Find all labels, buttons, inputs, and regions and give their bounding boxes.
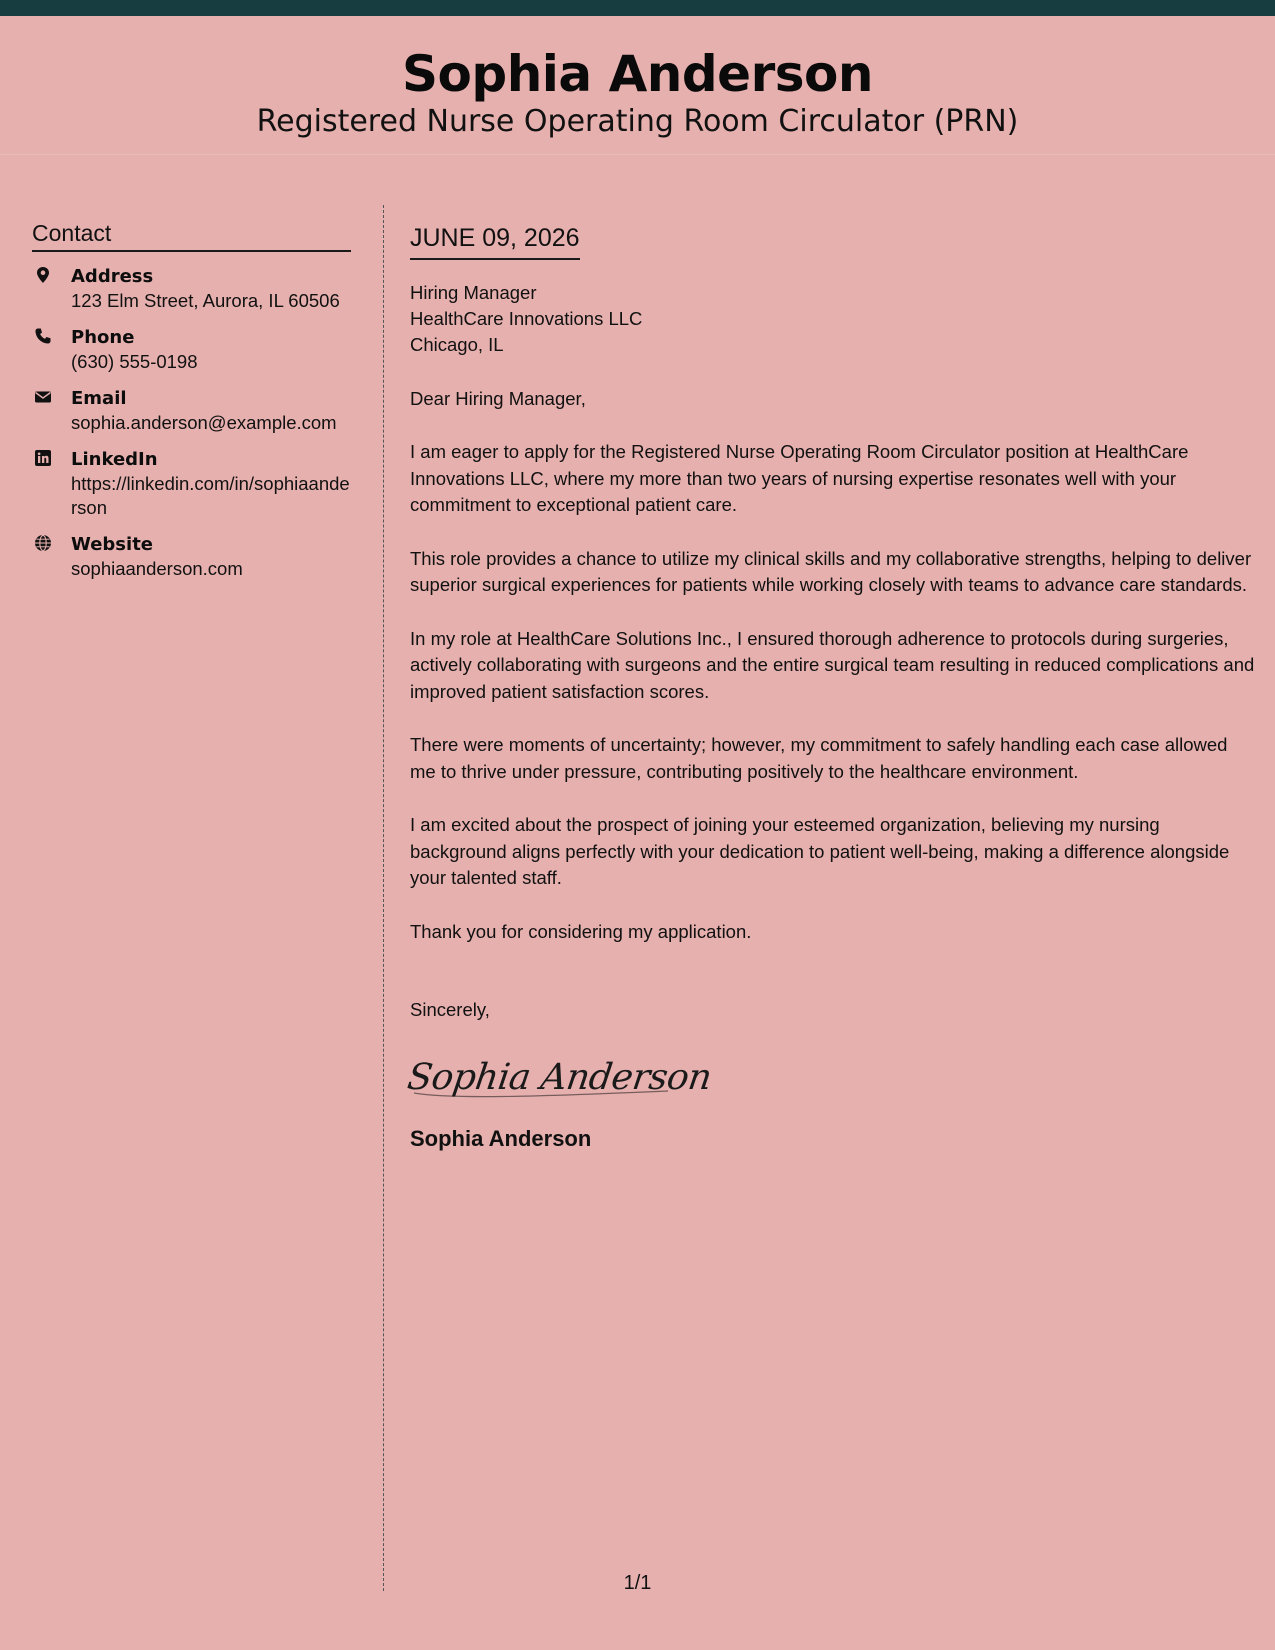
letter-paragraph: There were moments of uncertainty; however, my commitment to safely handling each case allowed me to thrive under pressure, contributing positively to the healthcare environment. — [410, 734, 1228, 782]
top-accent-bar — [0, 0, 1275, 16]
contact-email — [32, 386, 351, 435]
applicant-name: Sophia Anderson — [402, 45, 873, 103]
letter-paragraph: In my role at HealthCare Solutions Inc., I ensured thorough adherence to protocols during surgeries, actively collaborating with surgeons and the entire surgical team resulting in reduced complications and improved patient satisfaction scores. — [410, 627, 1255, 702]
contact-value: (630) 555-0198 — [71, 351, 198, 372]
contact-label: Phone — [71, 327, 135, 348]
header — [0, 16, 1275, 155]
map-pin-icon — [34, 266, 52, 284]
recipient-line: HealthCare Innovations LLC — [410, 308, 643, 329]
letter-body — [404, 222, 1255, 1153]
closing: Sincerely, — [410, 999, 490, 1020]
letter-paragraph: This role provides a chance to utilize my clinical skills and my collaborative strengths, helping to deliver superior surgical experiences for patients while working closely with teams to advance care standards. — [410, 547, 1252, 595]
page-number: 1/1 — [623, 1572, 652, 1594]
contact-value[interactable]: https://linkedin.com/in/sophiaanderson — [71, 473, 350, 518]
contact-phone — [32, 325, 351, 374]
phone-icon — [34, 327, 52, 345]
job-title: Registered Nurse Operating Room Circulator (PRN) — [256, 104, 1019, 139]
letter-date: JUNE 09, 2026 — [410, 222, 580, 260]
letter-paragraph: I am eager to apply for the Registered Nurse Operating Room Circulator position at HealthCare Innovations LLC, where my more than two years of nursing expertise resonates well with your commitment to exceptional patient care. — [410, 441, 1189, 515]
envelope-icon — [34, 388, 52, 406]
letter-paragraph: Thank you for considering my application. — [410, 920, 752, 942]
contact-value[interactable]: sophiaanderson.com — [71, 558, 243, 579]
linkedin-icon — [34, 449, 52, 467]
contact-value: 123 Elm Street, Aurora, IL 60506 — [71, 290, 340, 311]
contact-label: LinkedIn — [71, 449, 158, 470]
column-divider — [383, 205, 384, 1591]
contact-value: sophia.anderson@example.com — [71, 412, 337, 433]
contact-address — [32, 264, 351, 313]
contact-label: Website — [71, 534, 154, 555]
svg-text:Sophia Anderson: Sophia Anderson — [404, 1055, 715, 1098]
recipient-block — [410, 280, 1255, 358]
contact-sidebar — [32, 218, 351, 581]
recipient-line: Hiring Manager — [410, 282, 537, 303]
contact-label: Address — [71, 266, 154, 287]
letter-paragraph: I am excited about the prospect of joining your esteemed organization, believing my nursing background aligns perfectly with your dedication to patient well-being, making a difference alongside your talented staff. — [410, 814, 1230, 888]
signer-name: Sophia Anderson — [410, 1126, 592, 1151]
recipient-line: Chicago, IL — [410, 334, 504, 355]
contact-website — [32, 532, 351, 581]
contact-linkedin — [32, 447, 351, 520]
contact-heading: Contact — [32, 218, 351, 252]
globe-icon — [34, 534, 52, 552]
contact-label: Email — [71, 388, 127, 409]
handwritten-signature — [404, 1047, 1255, 1107]
salutation: Dear Hiring Manager, — [410, 388, 586, 409]
